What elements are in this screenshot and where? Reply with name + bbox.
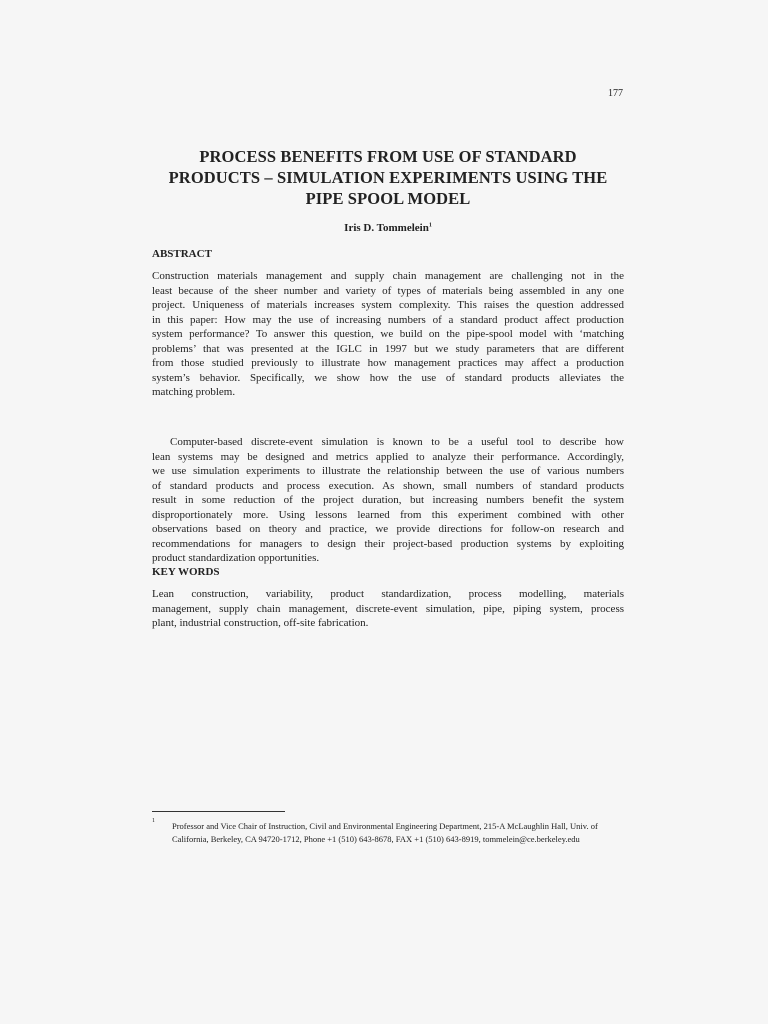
text-line: Computer-based discrete-event simulation is known to be a useful tool to describe how (170, 436, 624, 448)
text-line: result in some reduction of the project duration, but increasing numbers benefit the system (152, 494, 624, 506)
title-line: PROCESS BENEFITS FROM USE OF STANDARD (199, 147, 577, 166)
text-line: lean systems may be designed and metrics applied to analyze their performance. Accordingly, (152, 450, 624, 463)
text-line: product standardization opportunities. (152, 552, 320, 564)
footnote-line: tommelein@ce.berkeley.edu (482, 834, 580, 844)
keywords-paragraph (152, 587, 624, 631)
text-line: disproportionately more. Using lessons learned from this experiment combined with other (152, 508, 624, 521)
text-line: Construction materials management and supply chain management are challenging not in the (152, 270, 624, 282)
paper-title (152, 146, 624, 209)
text-line: from those studied previously to illustrate how management practices may affect a production (152, 357, 624, 369)
text-line: system’s behavior. Specifically, we show how the use of standard products alleviates the (152, 371, 624, 384)
text-line: of standard products and process execution. As shown, small numbers of standard products (152, 479, 624, 492)
text-line: least because of the sheer number and variety of types of materials being assembled in any one (152, 284, 624, 297)
footnote-line: Professor and Vice Chair of Instruction, Civil and Environmental Engineering Department, 215-A McLaughlin (172, 821, 550, 831)
text-line: in this paper: How may the use of increasing numbers of a standard product affect production (152, 313, 624, 326)
text-line: management, supply chain management, discrete-event simulation, pipe, piping system, process (152, 602, 624, 615)
author-name: Iris D. Tommelein (344, 222, 429, 234)
abstract-heading: ABSTRACT (152, 248, 212, 260)
abstract-paragraph-1 (152, 269, 624, 400)
text-line: recommendations for managers to design their project-based production systems by exploiting (152, 537, 624, 550)
text-line: problems’ that was presented at the IGLC in 1997 but we study parameters that are different (152, 342, 624, 355)
author-footnote-ref: 1 (428, 222, 432, 229)
text-line: we use simulation experiments to illustrate the relationship between the use of various numbers (152, 465, 624, 477)
page-number: 177 (608, 88, 623, 99)
text-line: matching problem. (152, 386, 236, 398)
keywords-heading: KEY WORDS (152, 566, 220, 578)
text-line: observations based on theory and practice, we provide directions for follow-on research and (152, 523, 624, 535)
footnote-divider (152, 811, 285, 812)
text-line: project. Uniqueness of materials increases system complexity. This raises the question addressed (152, 299, 624, 311)
author-line (152, 222, 624, 234)
text-line: plant, industrial construction, off-site fabrication. (152, 617, 369, 629)
title-line: PRODUCTS – SIMULATION EXPERIMENTS USING THE (168, 168, 608, 187)
text-line: Lean construction, variability, product standardization, process modelling, materials (152, 588, 624, 600)
footnote-mark: 1 (152, 818, 155, 824)
text-line: system performance? To answer this question, we build on the pipe-spool model with ‘matching (152, 328, 624, 340)
footnote-text (172, 820, 624, 846)
title-line: PIPE SPOOL MODEL (305, 189, 471, 208)
footnote-line: Hall, Univ. of California, Berkeley, CA 94720-1712, Phone +1 (510) 643-8678, FAX +1 (510) 643-8919, (172, 821, 598, 844)
abstract-paragraph-2 (152, 435, 624, 566)
